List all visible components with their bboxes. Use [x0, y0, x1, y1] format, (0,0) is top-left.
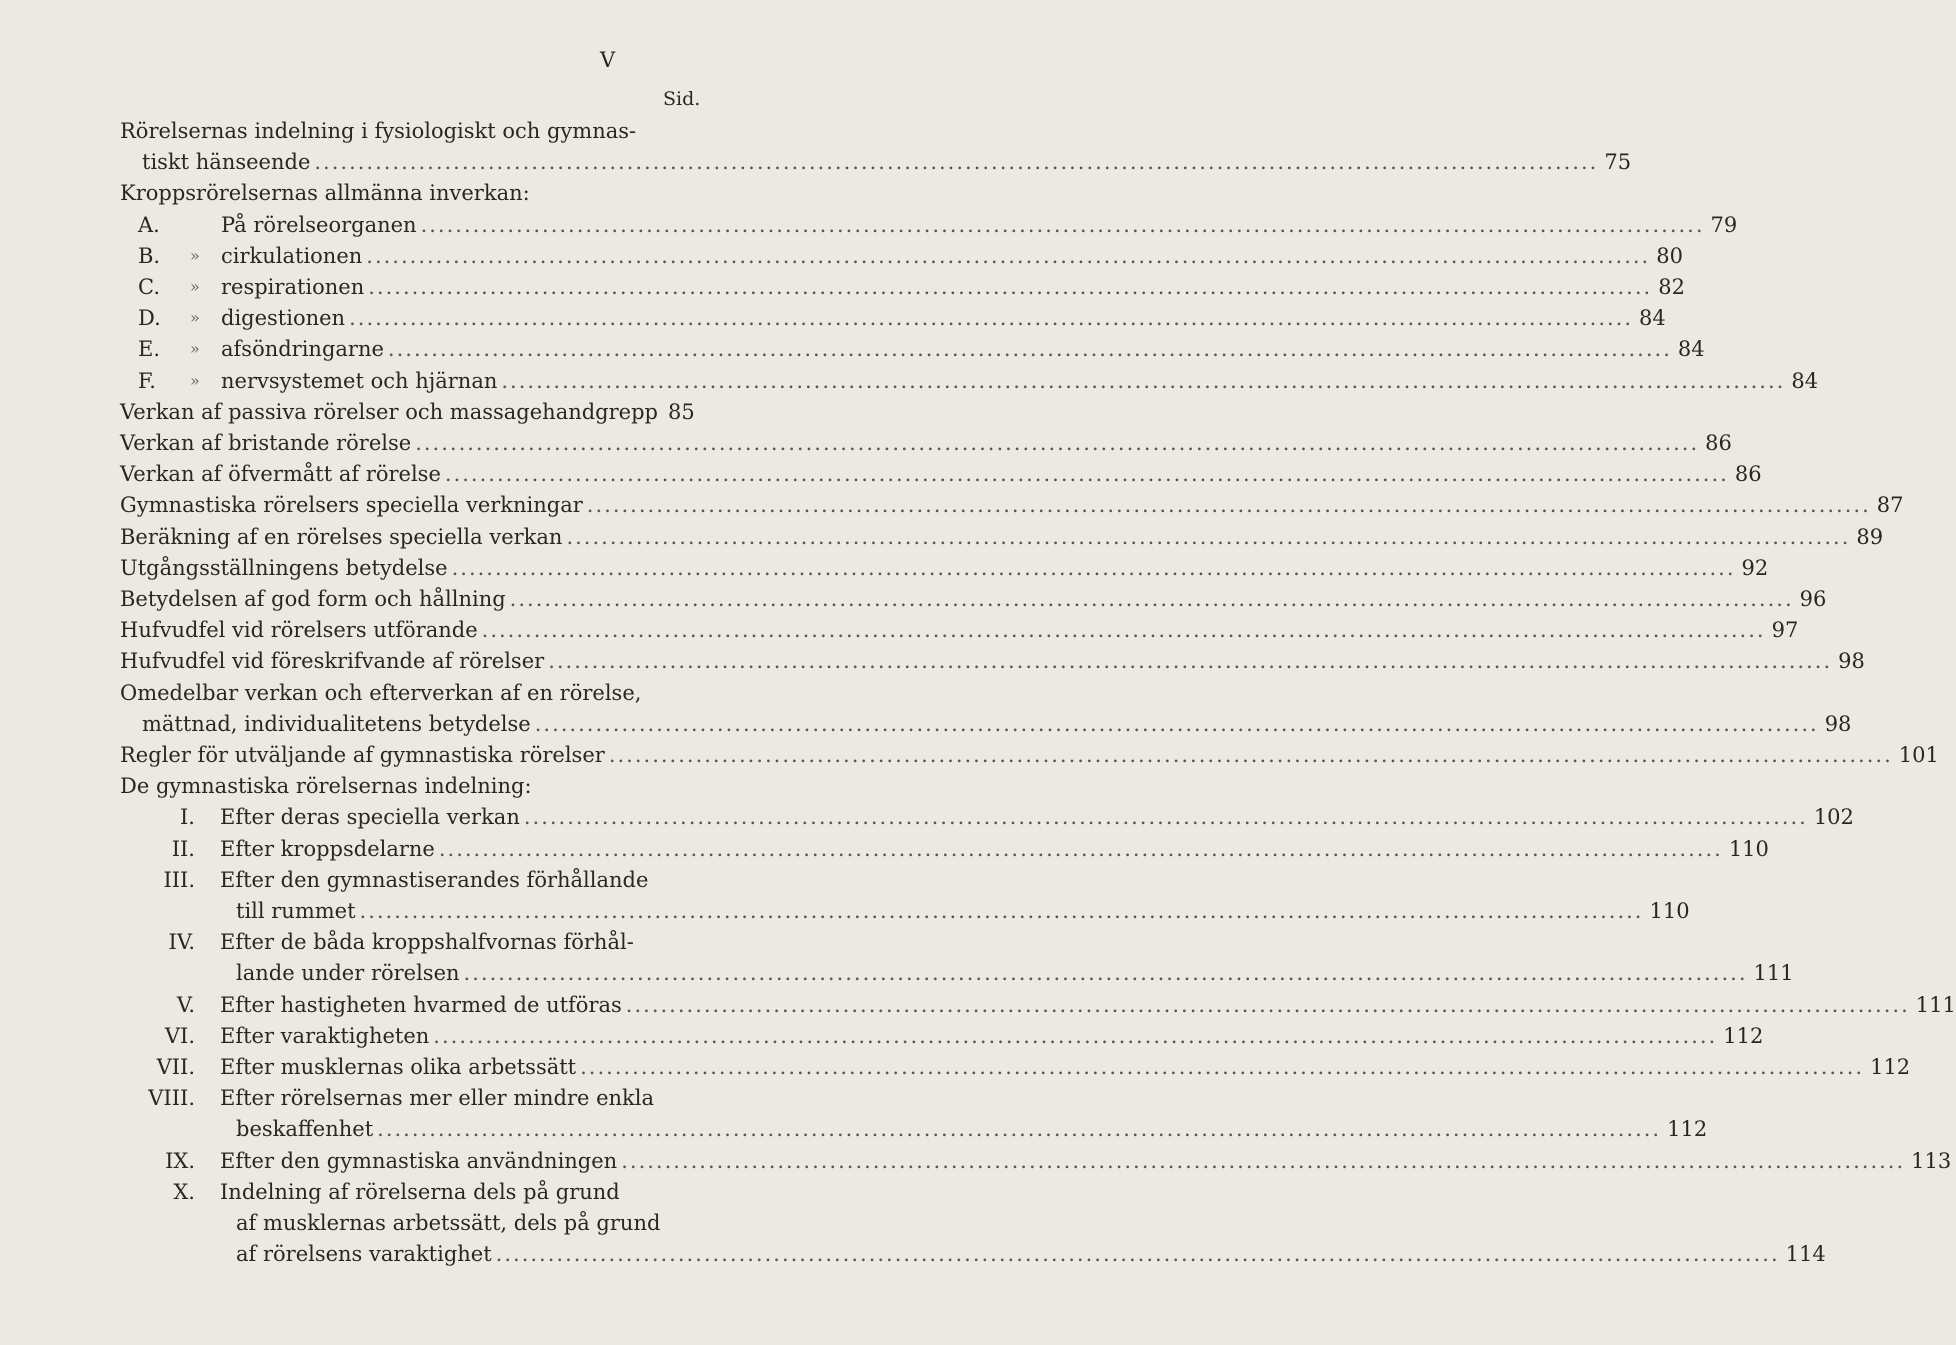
entry-title: Efter kroppsdelarne [220, 836, 435, 861]
entry-title: Efter hastigheten hvarmed de utföras [220, 992, 622, 1017]
entry-letter: C. [138, 275, 160, 299]
entry-title: beskaffenhet [236, 1117, 374, 1142]
dot-leader [482, 615, 1766, 645]
entry-page: 110 [1728, 836, 1769, 861]
toc-entry [142, 709, 1852, 739]
entry-title-line: Omedelbar verkan och efterverkan af en rörelse, [120, 680, 642, 705]
toc-entry [120, 397, 695, 427]
toc-entry [120, 584, 1827, 614]
dot-leader [566, 522, 1850, 552]
entry-page: 98 [1838, 649, 1865, 674]
entry-title: Verkan af passiva rörelser och massagehandgrepp [120, 399, 658, 424]
toc-entry [120, 615, 1799, 645]
entry-title: Efter musklernas olika arbetssätt [220, 1055, 577, 1079]
entry-title: Utgångsställningens betydelse [120, 555, 448, 580]
entry-title: tiskt hänseende [142, 150, 311, 175]
entry-page: 112 [1870, 1055, 1911, 1079]
entry-page: 110 [1649, 899, 1690, 923]
entry-title-line: Efter rörelsernas mer eller mindre enkla [220, 1086, 654, 1111]
entry-letter: E. [138, 337, 161, 362]
dot-leader [366, 241, 1650, 271]
entry-numeral: VIII. [148, 1086, 195, 1111]
dot-leader [524, 802, 1808, 832]
entry-page: 89 [1856, 524, 1884, 549]
entry-page: 97 [1771, 618, 1799, 643]
toc-entry [236, 896, 1690, 926]
entry-title-line: Efter den gymnastiserandes förhållande [220, 867, 649, 892]
entry-title: respirationen [221, 275, 365, 299]
page-number: V [600, 48, 617, 72]
entry-title: Efter varaktigheten [220, 1023, 430, 1048]
dot-leader [626, 990, 1910, 1020]
entry-page: 75 [1604, 150, 1632, 175]
entry-numeral: IX. [165, 1148, 195, 1173]
entry-title: Gymnastiska rörelsers speciella verkningar [120, 493, 583, 518]
entry-letter: B. [138, 243, 161, 268]
dot-leader [445, 459, 1729, 489]
toc-entry [221, 334, 1705, 364]
entry-page: 82 [1658, 275, 1685, 299]
entry-title: lande under rörelsen [236, 961, 460, 986]
entry-numeral: V. [176, 992, 195, 1017]
entry-title: digestionen [221, 306, 346, 331]
toc-entry [120, 740, 1939, 770]
entry-title-line: Indelning af rörelserna dels på grund [220, 1179, 620, 1204]
entry-page: 112 [1723, 1023, 1764, 1048]
entry-title: Hufvudfel vid rörelsers utförande [120, 618, 478, 643]
dot-leader [360, 896, 1644, 926]
entry-letter: F. [138, 368, 156, 393]
entry-page: 80 [1656, 243, 1683, 268]
entry-numeral: IV. [168, 930, 195, 955]
entry-title: Regler för utväljande af gymnastiska rörelser [120, 743, 605, 767]
dot-leader [439, 834, 1723, 864]
entry-letter: D. [138, 306, 161, 331]
entry-numeral: III. [163, 867, 195, 892]
entry-title: Efter deras speciella verkan [220, 805, 520, 830]
entry-title-line: Efter de båda kroppshalfvornas förhål- [220, 930, 634, 955]
dot-leader [496, 1239, 1780, 1269]
toc-entry [220, 1021, 1764, 1051]
dot-leader [452, 553, 1736, 583]
entry-letter: A. [138, 212, 160, 237]
dot-leader [415, 428, 1699, 458]
page-column-label: Sid. [663, 88, 701, 110]
toc-entry [220, 802, 1854, 832]
entry-page: 98 [1824, 711, 1852, 736]
toc-entry [220, 1052, 1911, 1082]
entry-page: 86 [1734, 462, 1762, 487]
dot-leader [368, 272, 1652, 302]
section-heading: De gymnastiska rörelsernas indelning: [120, 774, 532, 799]
entry-page: 87 [1876, 493, 1904, 518]
entry-title: Betydelsen af god form och hållning [120, 587, 506, 611]
entry-page: 111 [1753, 961, 1794, 986]
entry-numeral: II. [171, 836, 195, 861]
entry-page: 102 [1813, 805, 1854, 830]
entry-page: 113 [1911, 1148, 1952, 1173]
entry-page: 84 [1791, 368, 1819, 393]
entry-title: mättnad, individualitetens betydelse [142, 711, 531, 736]
entry-title: På rörelseorganen [221, 212, 417, 237]
toc-entry [221, 303, 1666, 333]
entry-page: 84 [1639, 306, 1666, 331]
dot-leader [464, 958, 1748, 988]
ditto-mark: » [190, 277, 200, 296]
toc-entry [236, 1114, 1708, 1144]
dot-leader [388, 334, 1672, 364]
entry-title: Hufvudfel vid föreskrifvande af rörelser [120, 649, 545, 674]
ditto-mark: » [190, 308, 200, 328]
toc-entry [221, 241, 1683, 271]
entry-page: 92 [1741, 555, 1769, 580]
dot-leader [377, 1114, 1661, 1144]
toc-entry [220, 990, 1956, 1020]
dot-leader [510, 584, 1794, 614]
toc-entry [120, 646, 1865, 676]
entry-numeral: I. [180, 805, 195, 830]
dot-leader [421, 210, 1705, 240]
dot-leader [314, 147, 1598, 177]
entry-title: afsöndringarne [221, 337, 384, 362]
entry-page: 101 [1898, 743, 1939, 767]
entry-title-line: af musklernas arbetssätt, dels på grund [236, 1211, 661, 1235]
entry-page: 84 [1677, 337, 1705, 362]
entry-page: 114 [1785, 1242, 1826, 1267]
toc-entry [120, 459, 1762, 489]
dot-leader [535, 709, 1819, 739]
ditto-mark: » [190, 245, 200, 265]
toc-entry [220, 1146, 1952, 1176]
entry-numeral: VII. [156, 1055, 195, 1079]
entry-page: 86 [1705, 431, 1732, 455]
section-heading: Kroppsrörelsernas allmänna inverkan: [120, 181, 530, 206]
dot-leader [349, 303, 1633, 333]
toc-entry [220, 834, 1769, 864]
entry-numeral: X. [173, 1179, 195, 1204]
toc-entry [120, 522, 1884, 552]
ditto-mark: » [190, 370, 200, 390]
entry-title: af rörelsens varaktighet [236, 1242, 492, 1267]
toc-entry [221, 366, 1819, 396]
ditto-mark: » [190, 339, 200, 359]
dot-leader [548, 646, 1832, 676]
toc-entry [120, 553, 1769, 583]
dot-leader [433, 1021, 1717, 1051]
entry-title: till rummet [236, 899, 356, 923]
dot-leader [609, 740, 1893, 770]
entry-page: 111 [1915, 992, 1956, 1017]
entry-page: 85 [667, 399, 695, 424]
toc-entry [120, 428, 1732, 458]
entry-title: cirkulationen [221, 243, 363, 268]
toc-entry [236, 1239, 1826, 1269]
toc-entry [236, 958, 1794, 988]
entry-numeral: VI. [164, 1023, 195, 1048]
toc-entry [120, 490, 1904, 520]
entry-page: 96 [1799, 587, 1827, 611]
entry-title: Verkan af öfvermått af rörelse [120, 462, 441, 487]
entry-title: nervsystemet och hjärnan [221, 368, 498, 393]
dot-leader [587, 490, 1871, 520]
entry-title: Efter den gymnastiska användningen [220, 1148, 618, 1173]
entry-page: 79 [1710, 212, 1738, 237]
entry-title-line: Rörelsernas indelning i fysiologiskt och gymnas- [120, 119, 637, 143]
dot-leader [580, 1052, 1864, 1082]
entry-title: Beräkning af en rörelses speciella verkan [120, 524, 563, 549]
entry-title: Verkan af bristande rörelse [120, 431, 412, 455]
toc-entry [142, 147, 1632, 177]
dot-leader [501, 366, 1785, 396]
dot-leader [621, 1146, 1905, 1176]
entry-page: 112 [1667, 1117, 1708, 1142]
toc-entry [221, 210, 1738, 240]
toc-entry [221, 272, 1685, 302]
